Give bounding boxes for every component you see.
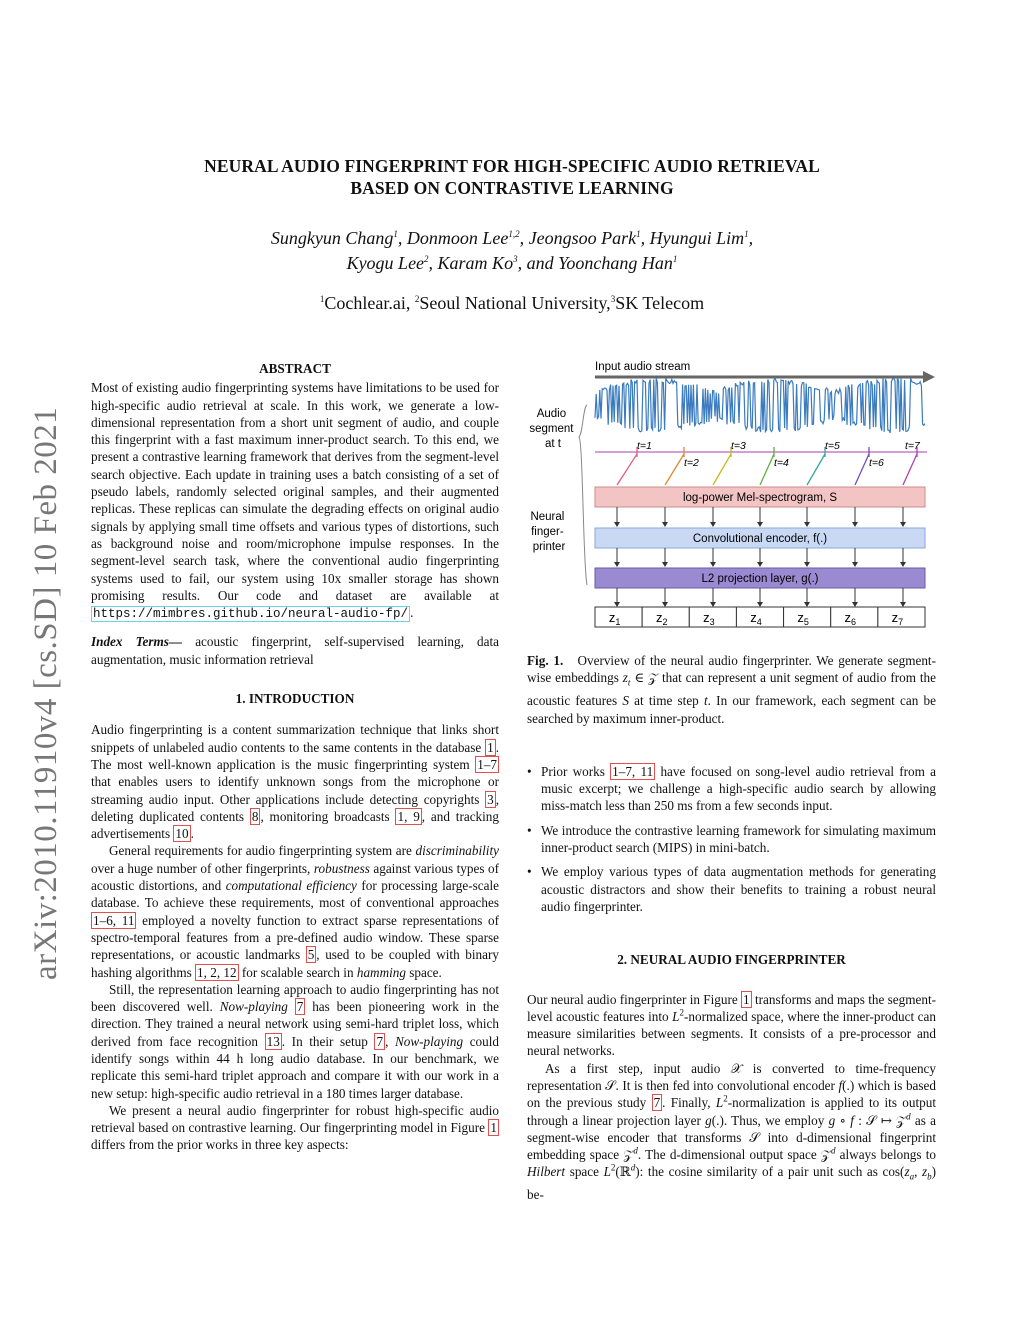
author-list: Sungkyun Chang$^1$, Donmoon Lee$^{1,2}$, Jeongsoo Park$^1$, Hyungui Lim$^1$, Kyogu Lee$^2$, Karam Ko$^3$, and Yoonchang Han$^1$ xyxy=(270,228,754,273)
citation-link[interactable]: 1–6, 11 xyxy=(93,912,135,928)
layer-arrows xyxy=(614,507,906,607)
index-terms-label: Index Terms— xyxy=(91,634,183,650)
layer-arrow-head xyxy=(900,602,906,607)
layer-arrow-head xyxy=(852,602,858,607)
layer-arrow-head xyxy=(900,562,906,567)
affiliations: $^1$Cochlear.ai, $^2$Seoul National University,$^3$SK Telecom xyxy=(319,293,705,313)
layer-arrow-head xyxy=(710,562,716,567)
list-item: • We introduce the contrastive learning framework for simulating maximum inner-product search (MIPS) in mini-batch. xyxy=(527,822,936,856)
paper-title xyxy=(120,155,904,199)
arxiv-identifier: arXiv:2010.11910v4 [cs.SD] 10 Feb 2021 xyxy=(28,406,64,980)
audio-waveform xyxy=(595,377,925,432)
layer-arrow-head xyxy=(852,522,858,527)
list-item: • Prior works 1–7, 11 have focused on song-level audio retrieval from a music excerpt; we challenge a high-specific audio search by allowing miss-match less than 250 ms from a few seconds input. xyxy=(527,763,936,814)
citation-link[interactable]: 8 xyxy=(251,808,259,824)
intro-paragraph-3: Still, the representation learning approach to audio fingerprinting has not been discovered well. Now-playing 7 has been pioneering work in the direction. They trained a neural network using semi-hard triplet loss, which derived from face recognition 13 . In their setup 7 , Now-playing could identify songs within 44 h long audio database. In our benchmark, we replicate this semi-hard triplet approach and compare it with our work in a new setup: high-specific audio retrieval in a 180 times larger database. xyxy=(91,981,500,1101)
figure-1-diagram xyxy=(527,355,937,635)
abstract-body: Most of existing audio fingerprinting systems have limitations to be used for high-specific audio retrieval at scale. In this work, we generate a low-dimensional representation from a short unit segment of audio, and couple this fingerprint with a fast maximum inner-product search. To this end, we present a contrastive learning framework that derives from the segment-level search objective. Each update in training uses a batch consisting of a set of pseudo labels, randomly selected original samples, and their augmented replicas. These replicas can simulate the degrading effects on original audio signals by applying small time offsets and various types of distortions, such as background noise and room/microphone impulse responses. In the segment-level search task, where the conventional audio fingerprinting systems used to fail, our system using 10x smaller storage has shown promising results. Our code and dataset are available at xyxy=(91,380,499,603)
figure-link[interactable]: 1 xyxy=(490,1120,497,1136)
layer-arrow-head xyxy=(710,602,716,607)
l2-projection-label: L2 projection layer, g(.) xyxy=(701,573,819,585)
segment-arrow xyxy=(760,454,774,485)
layer-arrow-head xyxy=(757,562,763,567)
layer-arrow-head xyxy=(614,602,620,607)
title-line-2: BASED ON CONTRASTIVE LEARNING xyxy=(350,178,674,198)
right-column xyxy=(527,652,936,1204)
layer-arrow-head xyxy=(757,602,763,607)
citation-link[interactable]: 3 xyxy=(487,791,494,807)
embedding-outputs xyxy=(595,607,925,627)
segment-arrow xyxy=(713,454,731,485)
citation-link[interactable]: 7 xyxy=(653,1095,661,1111)
list-item: • We employ various types of data augmentation methods for generating acoustic distractors and show their benefits to training a robust neural audio fingerprinter. xyxy=(527,864,936,914)
layer-arrow-head xyxy=(614,522,620,527)
embedding-label: $z_5$ xyxy=(797,610,809,627)
section-2-heading: 2. NEURAL AUDIO FINGERPRINTER xyxy=(617,952,846,968)
input-audio-stream-label: Input audio stream xyxy=(595,361,691,373)
figure-link[interactable]: 1 xyxy=(743,991,750,1007)
code-url-link[interactable]: https://mimbres.github.io/neural-audio-fp/ xyxy=(93,607,409,622)
section-1-heading: 1. INTRODUCTION xyxy=(235,691,355,707)
affiliation-2: Seoul National University, xyxy=(419,293,611,313)
embedding-label: $z_2$ xyxy=(655,610,668,627)
layer-arrow-head xyxy=(710,522,716,527)
citation-link[interactable]: 1–7 xyxy=(477,756,497,772)
audio-segment-label: Audio segment at t xyxy=(529,408,574,450)
timestep-labels-bottom: t=2 t=4 t=6 xyxy=(684,457,884,469)
layer-arrow-head xyxy=(804,562,810,567)
index-terms-text: acoustic fingerprint, self-supervised learning, data augmentation, music information retrieval xyxy=(91,634,499,667)
abstract-text: Most of existing audio fingerprinting systems have limitations to be used for high-specific audio retrieval at scale. In this work, we generate a low-dimensional representation from a short unit segment of audio, and couple this fingerprint with a fast maximum inner-product search. To this end, we present a contrastive learning framework that derives from the segment-level search objective. Each update in training uses a batch consisting of a set of pseudo labels, randomly selected original samples, and their augmented replicas. These replicas can simulate the degrading effects on original audio signals by applying small time offsets and various types of distortions, such as background noise and room/microphone impulse responses. In the segment-level search task, where the conventional audio fingerprinting systems used to fail, our system using 10x smaller storage has shown promising results. Our code and dataset are available at https://mimbres.github.io/neural-audio-fp/ . xyxy=(91,380,499,622)
intro-paragraph-1: Audio fingerprinting is a content summarization technique that links short snippets of unlabeled audio contents to the same contents in the database 1 . The most well-known application is the music fingerprinting system 1–7 that enables users to identify unknown songs from the microphone or streaming audio input. Other applications include detecting copyrights 3 , deleting duplicated contents 8 , monitoring broadcasts 1, 9 , and tracking advertisements 10 . xyxy=(91,722,499,842)
segment-arrow xyxy=(617,454,637,485)
embedding-label: $z_7$ xyxy=(891,610,904,627)
embedding-label: $z_3$ xyxy=(703,610,715,627)
intro-paragraph-2: General requirements for audio fingerprinting system are discriminability over a huge number of other fingerprints, robustness against various types of acoustic distortions, and computational efficiency for processing large-scale database. To achieve these requirements, most of conventional approaches 1–6, 11 employed a novelty function to extract sparse representations of spectro-temporal features from a pre-defined audio window. These sparse representations, or acoustic landmarks 5 , used to be coupled with binary hashing algorithms 1, 2, 12 for scalable search in hamming space. xyxy=(91,843,500,980)
layer-arrow-head xyxy=(662,522,668,527)
layer-arrow-head xyxy=(614,562,620,567)
segment-arrow xyxy=(807,454,825,485)
abstract-heading: ABSTRACT xyxy=(259,361,331,376)
embedding-label: $z_6$ xyxy=(844,610,857,627)
conv-encoder-label: Convolutional encoder, f(.) xyxy=(692,533,828,545)
embedding-label: $z_4$ xyxy=(750,610,762,627)
timestep-labels-top: t=1 t=3 t=5 t=7 xyxy=(637,440,920,452)
segment-arrow xyxy=(855,454,869,485)
affiliation-1: Cochlear.ai, xyxy=(324,293,415,313)
mel-spectrogram-label: log-power Mel-spectrogram, S xyxy=(682,492,838,504)
citation-link[interactable]: 13 xyxy=(266,1033,280,1049)
layer-arrow-head xyxy=(662,602,668,607)
segment-arrow xyxy=(903,454,917,485)
layer-arrow-head xyxy=(804,522,810,527)
figure-1-caption: Fig. 1. Overview of the neural audio fingerprinter. We generate segment-wise embeddings $z_t$ ∈ 𝒵 that can represent a unit segment of audio from the acoustic features S at time step t. In our framework, each segment can be searched by maximum inner-product. xyxy=(527,653,936,726)
stream-arrow-head xyxy=(923,371,935,383)
affiliation-3: SK Telecom xyxy=(615,293,705,313)
citation-link[interactable]: 1–7, 11 xyxy=(612,763,654,779)
layer-arrow-head xyxy=(852,562,858,567)
citation-link[interactable]: 5 xyxy=(307,947,315,963)
citation-link[interactable]: 7 xyxy=(296,999,304,1015)
index-terms xyxy=(91,633,499,668)
figure-caption-label: Fig. 1. xyxy=(527,653,564,668)
title-line-1: NEURAL AUDIO FINGERPRINT FOR HIGH-SPECIFIC AUDIO RETRIEVAL xyxy=(204,156,820,176)
section-2-paragraph-2: As a first step, input audio 𝒳 is converted to time-frequency representation 𝒮. It is then fed into convolutional encoder f(.) which is based on the previous study 7 . Finally, $L^2$-normalization is applied to its output through a linear projection layer g(.). Thus, we employ g ∘ f : 𝒮 ↦ 𝒵$^d$ as a segment-wise encoder that transforms 𝒮 into d-dimensional fingerprint embedding space 𝒵$^d$. The d-dimensional output space 𝒵$^d$ always belongs to Hilbert space $L^2(ℝ^d)$: the cosine similarity of a pair unit such as $\cos(z_a$, $z_b$) be- xyxy=(527,1060,936,1203)
embedding-label: $z_1$ xyxy=(608,610,621,627)
section-2-paragraph-1: Our neural audio fingerprinter in Figure 1 transforms and maps the segment-level acoustic features into $L^2$-normalized space, where the inner-product can measure similarities between segments. It consists of a pre-processor and neural networks. xyxy=(527,991,936,1059)
citation-link[interactable]: 10 xyxy=(175,826,189,842)
left-column xyxy=(91,360,499,1154)
citation-link[interactable]: 1, 9 xyxy=(397,808,420,824)
intro-paragraph-4: We present a neural audio fingerprinter for robust high-specific audio retrieval based on contrastive learning. Our fingerprinting model in Figure 1 differs from the prior works in three key aspects: xyxy=(91,1102,499,1153)
layer-arrow-head xyxy=(757,522,763,527)
citation-link[interactable]: 7 xyxy=(376,1033,384,1049)
citation-link[interactable]: 1 xyxy=(487,739,494,755)
citation-link[interactable]: 1, 2, 12 xyxy=(197,964,237,980)
layer-arrow-head xyxy=(900,522,906,527)
left-brace xyxy=(579,405,587,585)
neural-fingerprinter-label: Neural finger- printer xyxy=(530,511,566,553)
contribution-list xyxy=(527,763,936,915)
layer-arrow-head xyxy=(804,602,810,607)
segment-arrow xyxy=(665,454,684,485)
layer-arrow-head xyxy=(662,562,668,567)
